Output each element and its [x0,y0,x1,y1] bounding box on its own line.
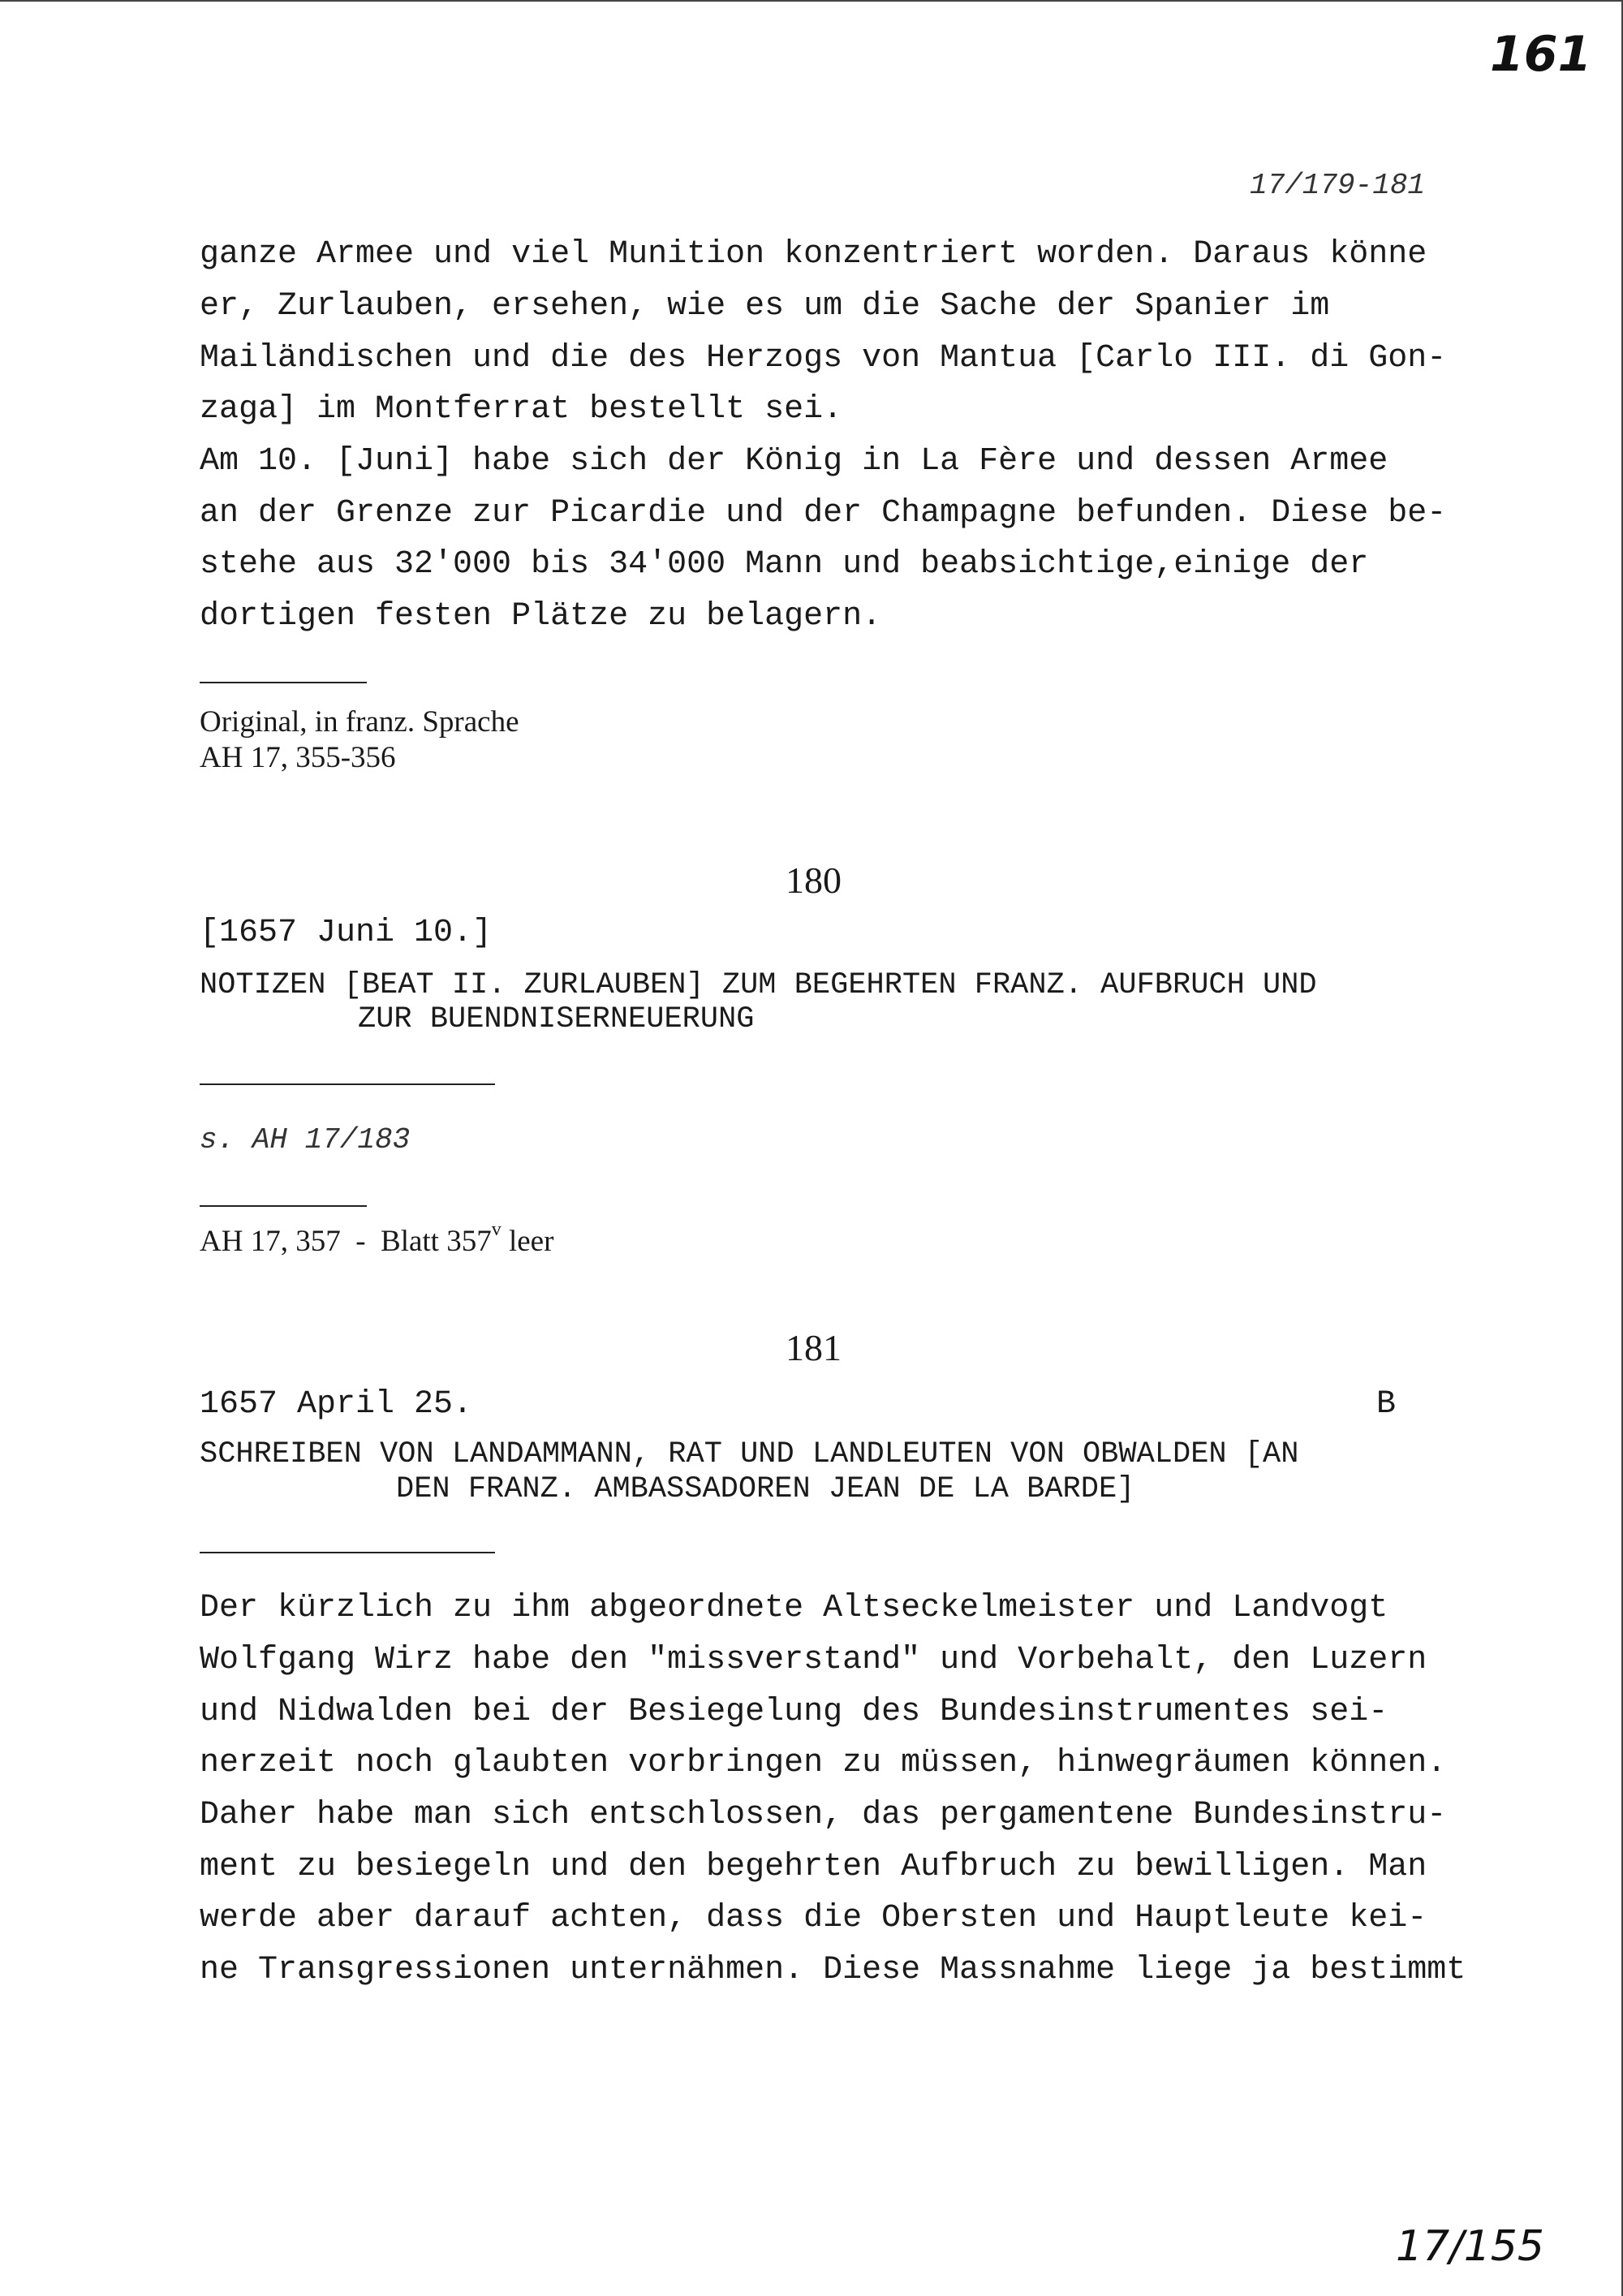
text-line: Am 10. [Juni] habe sich der König in La Fère und dessen Armee [200,443,1388,480]
entry-180-date: [1657 Juni 10.] [200,915,493,951]
text-line: Wolfgang Wirz habe den "missverstand" und Vorbehalt, den Luzern [200,1642,1427,1678]
text-line: ganze Armee und viel Munition konzentriert worden. Daraus könne [200,236,1427,273]
text-line: ne Transgressionen unternähmen. Diese Massnahme liege ja bestimmt [200,1952,1466,1988]
source-note-line: Original, in franz. Sprache [200,705,519,739]
source-text: AH 17, 357 - Blatt 357 [200,1225,492,1258]
entry-number-180: 180 [786,859,842,901]
text-line: nerzeit noch glaubten vorbringen zu müssen, hinwegräumen können. [200,1745,1447,1781]
entry-181-title-line: DEN FRANZ. AMBASSADOREN JEAN DE LA BARDE] [396,1472,1135,1506]
text-line: und Nidwalden bei der Besiegelung des Bundesinstrumentes sei- [200,1694,1388,1730]
entry-181-date: 1657 April 25. [200,1386,473,1423]
entry-180-title-line: NOTIZEN [BEAT II. ZURLAUBEN] ZUM BEGEHRTEN FRANZ. AUFBRUCH UND [200,968,1317,1002]
handwritten-folio-number: 161 [1490,26,1592,83]
text-line: an der Grenze zur Picardie und der Champagne befunden. Diese be- [200,495,1447,532]
text-line: zaga] im Montferrat bestellt sei. [200,391,843,428]
page-reference: 17/179-181 [1250,169,1426,202]
separator-rule [200,1205,367,1207]
source-note [200,704,519,777]
source-tail: leer [508,1225,554,1258]
text-line: stehe aus 32'000 bis 34'000 Mann und beabsichtige,einige der [200,546,1369,583]
verso-superscript: v [491,1219,502,1240]
text-line: dortigen festen Plätze zu belagern. [200,598,882,635]
entry-180-title-line: ZUR BUENDNISERNEUERUNG [358,1002,755,1036]
text-line: Daher habe man sich entschlossen, das pergamentene Bundesinstru- [200,1797,1447,1833]
entry-180-cross-reference: s. AH 17/183 [200,1123,411,1157]
handwritten-archive-number: 17/155 [1396,2222,1544,2271]
text-line: Der kürzlich zu ihm abgeordnete Altseckelmeister und Landvogt [200,1590,1388,1626]
entry-number-181: 181 [786,1327,842,1368]
entry-180-source-note [200,1219,554,1259]
text-line: er, Zurlauben, ersehen, wie es um die Sache der Spanier im [200,288,1330,325]
text-line: werde aber darauf achten, dass die Obersten und Hauptleute kei- [200,1900,1427,1936]
separator-rule [200,682,367,683]
separator-rule [200,1083,495,1085]
source-note-line: AH 17, 355-356 [200,741,396,775]
entry-181-title-line: SCHREIBEN VON LANDAMMANN, RAT UND LANDLEUTEN VON OBWALDEN [AN [200,1437,1299,1471]
text-line: Mailändischen und die des Herzogs von Mantua [Carlo III. di Gon- [200,340,1447,377]
text-line: ment zu besiegeln und den begehrten Aufbruch zu bewilligen. Man [200,1849,1427,1885]
entry-181-marker: B [1376,1386,1397,1423]
separator-rule [200,1552,495,1553]
